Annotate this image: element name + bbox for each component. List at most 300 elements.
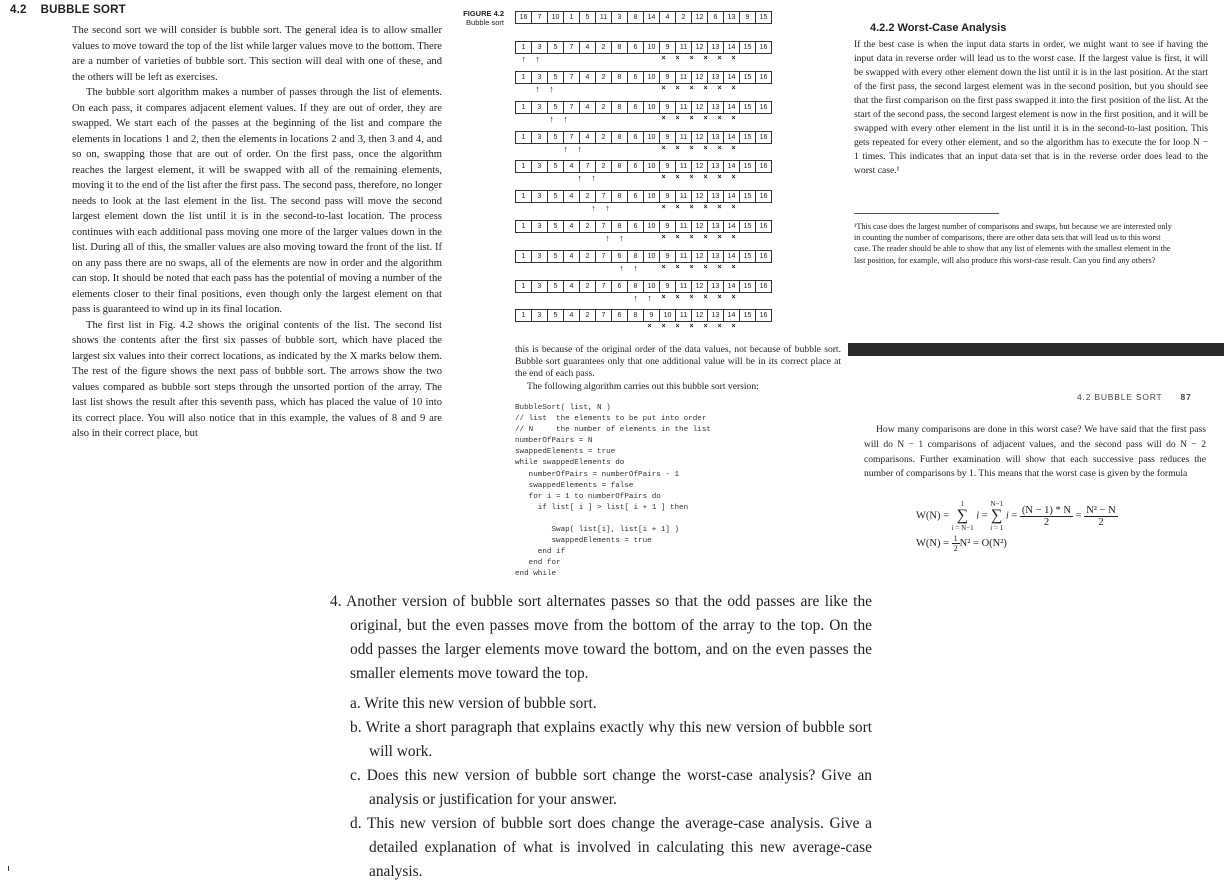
array-cell: 4: [659, 11, 676, 24]
row-markers: [515, 115, 815, 125]
array-row: [515, 250, 772, 263]
formula-line-1: [916, 500, 1118, 532]
sorted-x-mark: ×: [689, 85, 694, 92]
middle-paragraph: this is because of the original order of the data values, not because of bubble sort. Bubble sort guarantees only that one additional value will be in its correct place at the end of each pass.: [515, 344, 841, 380]
running-head-title: 4.2 BUBBLE SORT: [1077, 392, 1163, 402]
sorted-x-mark: ×: [717, 55, 722, 62]
exercise-question: 4. Another version of bubble sort alternates passes so that the odd passes are like the original, but the even passes move from the bottom of the array to the top. On the odd passes the larger elements move toward the bottom, and on the even passes the smaller elements move toward the top.: [330, 593, 872, 682]
array-cell: 1: [515, 71, 532, 84]
array-cell: 12: [691, 11, 708, 24]
sorted-x-mark: ×: [731, 174, 736, 181]
sorted-x-mark: ×: [675, 145, 680, 152]
array-cell: 16: [755, 41, 772, 54]
sorted-x-mark: ×: [661, 85, 666, 92]
array-cell: 8: [627, 309, 644, 322]
array-cell: 14: [723, 41, 740, 54]
formula-lhs: W(N) =: [916, 510, 950, 522]
sorted-x-mark: ×: [717, 204, 722, 211]
figure-label: [454, 9, 504, 27]
array-cell: 13: [707, 309, 724, 322]
sorted-x-mark: ×: [703, 234, 708, 241]
left-paragraph: The second sort we will consider is bubble sort. The general idea is to allow smaller values to move toward the top of the list while larger values move to the bottom. There are a number of varieties of bubble sort. This section will deal with one of these, and the others will be left as exercises.: [72, 25, 442, 83]
array-cell: 16: [755, 220, 772, 233]
array-cell: 1: [563, 11, 580, 24]
sorted-x-mark: ×: [675, 85, 680, 92]
array-cell: 6: [627, 41, 644, 54]
left-paragraph: The bubble sort algorithm makes a number of passes through the list of elements. On each pass, it compares adjacent element values. If they are out of order, they are swapped. We start each of the passes at the beginning of the list and compare the elements in locations 1 and 2, then the elements in locations 2 and 3, then 3 and 4, and so on, swapping those that are out of order. On the first pass, once the algorithm reaches the largest element, it will be swapped with all of the remaining elements, moving it to the end of the list after the first pass. The second pass, therefore, no longer needs to look at the last element in the list. The second pass will move the second largest element down the list until it is in the second-to-last location. The process continues with each additional pass moving one more of the larger values down in the list. During all of this, the smaller values are also moving toward the front of the list. If on any pass there are no swaps, all of the elements are now in order and the algorithm can stop. It should be noted that each pass has the potential of moving a number of the elements closer to their final positions, even though only the largest element on that pass is guaranteed to wind up in its final location.: [72, 87, 442, 315]
array-cell: 12: [691, 190, 708, 203]
comparison-arrow-icon: ↑: [563, 114, 568, 124]
array-row: [515, 11, 772, 24]
sorted-x-mark: ×: [703, 174, 708, 181]
comparison-count-text: [864, 423, 1206, 482]
section-heading: [10, 4, 126, 16]
array-cell: 1: [515, 160, 532, 173]
sorted-x-mark: ×: [731, 115, 736, 122]
sorted-x-mark: ×: [689, 204, 694, 211]
array-cell: 15: [739, 71, 756, 84]
sorted-x-mark: ×: [731, 85, 736, 92]
array-row: [515, 71, 772, 84]
array-cell: 16: [755, 131, 772, 144]
array-cell: 13: [707, 71, 724, 84]
array-cell: 5: [547, 309, 564, 322]
middle-text: [515, 344, 841, 393]
comparison-arrow-icon: ↑: [563, 144, 568, 154]
running-head: [1077, 392, 1192, 402]
sorted-x-mark: ×: [661, 234, 666, 241]
array-cell: 13: [707, 190, 724, 203]
row-markers: [515, 145, 815, 155]
comparison-arrow-icon: ↑: [577, 173, 582, 183]
sorted-x-mark: ×: [647, 323, 652, 330]
array-cell: 14: [723, 160, 740, 173]
array-cell: 2: [579, 309, 596, 322]
row-markers: [515, 264, 815, 274]
array-cell: 6: [627, 190, 644, 203]
array-cell: 8: [627, 280, 644, 293]
array-cell: 6: [627, 131, 644, 144]
array-cell: 12: [691, 41, 708, 54]
array-cell: 16: [515, 11, 532, 24]
sorted-x-mark: ×: [717, 294, 722, 301]
array-cell: 14: [643, 11, 660, 24]
array-cell: 10: [643, 101, 660, 114]
sorted-x-mark: ×: [675, 264, 680, 271]
array-cell: 11: [675, 71, 692, 84]
comparison-arrow-icon: ↑: [549, 114, 554, 124]
sorted-x-mark: ×: [717, 115, 722, 122]
array-cell: 10: [547, 11, 564, 24]
page-number: 87: [1180, 392, 1192, 402]
array-cell: 2: [595, 101, 612, 114]
right-paragraph: How many comparisons are done in this worst case? We have said that the first pass will do N − 1 comparisons of adjacent values, and the second pass will do N − 2 comparisons. Further examination will show that each successive pass reduces the number of comparisons by 1. This means that the worst case is given by the formula: [864, 424, 1206, 480]
array-cell: 14: [723, 309, 740, 322]
array-cell: 8: [611, 190, 628, 203]
array-cell: 5: [547, 160, 564, 173]
array-cell: 1: [515, 220, 532, 233]
array-cell: 7: [531, 11, 548, 24]
array-cell: 9: [659, 41, 676, 54]
array-cell: 2: [675, 11, 692, 24]
array-cell: 14: [723, 101, 740, 114]
sorted-x-mark: ×: [689, 174, 694, 181]
array-cell: 12: [691, 309, 708, 322]
sorted-x-mark: ×: [689, 294, 694, 301]
equals-sign: =: [1075, 510, 1082, 522]
left-paragraph: The first list in Fig. 4.2 shows the original contents of the list. The second list shows the contents after the first six passes of bubble sort, which have placed the largest six values into their correct locations, as indicated by the X marks below them. The rest of the figure shows the next pass of bubble sort. The arrows show the two values compared as bubble sort steps through the unsorted portion of the array. The last list shows the result after this seventh pass, which has placed the value of 10 into its correct place. You will also notice that in this example, the values of 8 and 9 are also in their correct place, but: [72, 319, 442, 439]
array-cell: 12: [691, 131, 708, 144]
array-cell: 1: [515, 250, 532, 263]
sorted-x-mark: ×: [703, 55, 708, 62]
array-row: [515, 131, 772, 144]
array-cell: 3: [531, 131, 548, 144]
sorted-x-mark: ×: [661, 323, 666, 330]
comparison-arrow-icon: ↑: [633, 263, 638, 273]
array-cell: 11: [675, 280, 692, 293]
array-cell: 8: [611, 131, 628, 144]
array-cell: 2: [579, 250, 596, 263]
array-cell: 15: [739, 220, 756, 233]
array-cell: 11: [675, 160, 692, 173]
comparison-arrow-icon: ↑: [605, 233, 610, 243]
array-cell: 10: [643, 280, 660, 293]
array-cell: 4: [563, 280, 580, 293]
array-cell: 6: [627, 101, 644, 114]
array-cell: 3: [531, 101, 548, 114]
array-cell: 3: [611, 11, 628, 24]
array-cell: 3: [531, 250, 548, 263]
sorted-x-mark: ×: [689, 234, 694, 241]
array-cell: 4: [563, 309, 580, 322]
array-cell: 2: [595, 160, 612, 173]
array-cell: 10: [643, 250, 660, 263]
array-cell: 1: [515, 190, 532, 203]
comparison-arrow-icon: ↑: [619, 263, 624, 273]
array-cell: 15: [739, 41, 756, 54]
sorted-x-mark: ×: [661, 264, 666, 271]
sorted-x-mark: ×: [731, 204, 736, 211]
array-cell: 15: [739, 309, 756, 322]
array-cell: 13: [707, 220, 724, 233]
array-cell: 15: [739, 131, 756, 144]
array-cell: 3: [531, 160, 548, 173]
array-cell: 12: [691, 250, 708, 263]
fraction-half: $\frac{1}{2}$: [953, 534, 958, 553]
array-cell: 11: [675, 101, 692, 114]
array-cell: 13: [723, 11, 740, 24]
array-cell: 9: [659, 101, 676, 114]
exercise-block: [330, 590, 872, 884]
sorted-x-mark: ×: [661, 145, 666, 152]
array-cell: 8: [627, 11, 644, 24]
equals-sign: =: [981, 510, 988, 522]
array-cell: 11: [675, 131, 692, 144]
row-markers: [515, 85, 815, 95]
array-cell: 10: [643, 220, 660, 233]
worst-case-paragraph: If the best case is when the input data starts in order, we might want to see if having the input data in reverse order will lead us to the worst case. If the largest value is first, it will be swapped with every other element down the list until it is in the last position. At the start of the first pass, the second largest element was in the second position, but you should see that the first comparison on the first pass swapped it into the first position of the list. At the start of the second pass, the second largest element is now in the first position, and it will be swapped with every other element in the list until it is in the second-to-last position. This gets repeated for every other element, and so the algorithm has to execute the for loop N − 1 times. This indicates that an input data set that is in the reverse order does lead to the worst case.¹: [854, 39, 1208, 176]
sorted-x-mark: ×: [731, 55, 736, 62]
array-cell: 8: [611, 160, 628, 173]
comparison-arrow-icon: ↑: [619, 233, 624, 243]
array-row: [515, 220, 772, 233]
array-cell: 8: [627, 250, 644, 263]
sorted-x-mark: ×: [675, 174, 680, 181]
array-cell: 6: [627, 220, 644, 233]
array-cell: 1: [515, 131, 532, 144]
sorted-x-mark: ×: [689, 55, 694, 62]
array-cell: 4: [563, 250, 580, 263]
exercise-subitems: [350, 692, 872, 884]
array-cell: 11: [675, 41, 692, 54]
array-cell: 14: [723, 250, 740, 263]
array-cell: 2: [579, 220, 596, 233]
sorted-x-mark: ×: [703, 145, 708, 152]
array-cell: 5: [547, 190, 564, 203]
sum-term: i: [1005, 510, 1009, 522]
array-cell: 13: [707, 101, 724, 114]
exercise-subitem: c. Does this new version of bubble sort change the worst-case analysis? Give an analysis or justification for your answer.: [350, 767, 872, 808]
array-cell: 12: [691, 160, 708, 173]
array-cell: 2: [595, 131, 612, 144]
sorted-x-mark: ×: [675, 294, 680, 301]
row-markers: [515, 234, 815, 244]
sorted-x-mark: ×: [661, 294, 666, 301]
array-cell: 7: [595, 190, 612, 203]
array-cell: 6: [611, 250, 628, 263]
sorted-x-mark: ×: [731, 145, 736, 152]
sorted-x-mark: ×: [731, 323, 736, 330]
array-cell: 10: [643, 41, 660, 54]
sorted-x-mark: ×: [661, 204, 666, 211]
array-cell: 3: [531, 280, 548, 293]
array-cell: 9: [643, 309, 660, 322]
array-cell: 10: [659, 309, 676, 322]
sorted-x-mark: ×: [661, 115, 666, 122]
array-cell: 8: [611, 220, 628, 233]
array-cell: 10: [643, 160, 660, 173]
array-cell: 15: [739, 160, 756, 173]
array-cell: 8: [611, 41, 628, 54]
array-cell: 9: [659, 71, 676, 84]
array-cell: 13: [707, 131, 724, 144]
comparison-arrow-icon: ↑: [577, 144, 582, 154]
array-cell: 5: [547, 41, 564, 54]
array-cell: 13: [707, 250, 724, 263]
sorted-x-mark: ×: [717, 264, 722, 271]
page-tick-mark: [8, 866, 9, 871]
array-cell: 6: [627, 160, 644, 173]
sum-term: i: [976, 510, 980, 522]
exercise-subitem: a. Write this new version of bubble sort.: [350, 695, 597, 712]
formula-lhs: W(N) =: [916, 537, 950, 549]
left-column-text: [72, 23, 442, 442]
array-cell: 5: [547, 131, 564, 144]
array-cell: 9: [659, 220, 676, 233]
row-markers: [515, 204, 815, 214]
array-cell: 3: [531, 309, 548, 322]
sorted-x-mark: ×: [661, 174, 666, 181]
sum-symbol: 1 ∑ i = N−1: [951, 500, 974, 532]
comparison-arrow-icon: ↑: [535, 84, 540, 94]
array-cell: 8: [611, 71, 628, 84]
array-cell: 6: [627, 71, 644, 84]
array-cell: 15: [739, 190, 756, 203]
array-cell: 7: [579, 160, 596, 173]
array-cell: 7: [563, 41, 580, 54]
array-cell: 10: [643, 71, 660, 84]
array-cell: 3: [531, 41, 548, 54]
array-cell: 14: [723, 71, 740, 84]
array-cell: 3: [531, 71, 548, 84]
array-cell: 2: [579, 190, 596, 203]
figure-caption: Bubble sort: [466, 18, 504, 27]
array-cell: 15: [739, 250, 756, 263]
row-markers: [515, 25, 815, 35]
sorted-x-mark: ×: [703, 264, 708, 271]
array-cell: 9: [659, 190, 676, 203]
array-cell: 11: [675, 250, 692, 263]
comparison-arrow-icon: ↑: [549, 84, 554, 94]
array-cell: 7: [595, 280, 612, 293]
sorted-x-mark: ×: [731, 294, 736, 301]
array-cell: 3: [531, 220, 548, 233]
array-cell: 10: [643, 190, 660, 203]
row-markers: [515, 323, 815, 333]
array-cell: 16: [755, 250, 772, 263]
array-cell: 13: [707, 41, 724, 54]
array-cell: 6: [707, 11, 724, 24]
pseudocode-block: BubbleSort( list, N ) // list the elements to be put into order // N the number of elements in the list numberOfPairs = N swappedElements = true while swappedElements do numberOfPairs = numberOfPairs - 1 swappedElements = false for i = 1 to numberOfPairs do if list[ i ] > list[ i + 1 ] then Swap( list[i], list[i + 1] ) swappedElements = true end if end for end while: [515, 404, 711, 579]
sorted-x-mark: ×: [689, 115, 694, 122]
array-cell: 12: [691, 280, 708, 293]
sorted-x-mark: ×: [731, 234, 736, 241]
array-cell: 7: [595, 250, 612, 263]
array-cell: 11: [675, 309, 692, 322]
array-cell: 4: [579, 101, 596, 114]
sum-symbol: N−1 ∑ i = 1: [990, 500, 1004, 532]
array-row: [515, 190, 772, 203]
array-cell: 4: [579, 41, 596, 54]
array-cell: 1: [515, 41, 532, 54]
exercise-subitem: d. This new version of bubble sort does change the average-case analysis. Give a detailed explanation of what is involved in calculating this new average-case analysis.: [350, 815, 872, 880]
section-number: 4.2: [10, 4, 27, 16]
sorted-x-mark: ×: [689, 323, 694, 330]
sorted-x-mark: ×: [703, 204, 708, 211]
comparison-arrow-icon: ↑: [591, 173, 596, 183]
array-cell: 7: [595, 309, 612, 322]
array-row: [515, 101, 772, 114]
sorted-x-mark: ×: [703, 294, 708, 301]
sorted-x-mark: ×: [717, 85, 722, 92]
array-cell: 11: [595, 11, 612, 24]
array-cell: 10: [643, 131, 660, 144]
sorted-x-mark: ×: [675, 234, 680, 241]
formula-tail: N² = O(N²): [959, 537, 1007, 549]
sorted-x-mark: ×: [717, 323, 722, 330]
sorted-x-mark: ×: [717, 234, 722, 241]
worst-case-heading: 4.2.2 Worst-Case Analysis: [870, 22, 1007, 34]
sorted-x-mark: ×: [689, 145, 694, 152]
sorted-x-mark: ×: [703, 85, 708, 92]
array-cell: 16: [755, 160, 772, 173]
array-cell: 14: [723, 131, 740, 144]
array-row: [515, 280, 772, 293]
middle-paragraph: The following algorithm carries out this bubble sort version:: [527, 380, 759, 392]
array-cell: 9: [659, 160, 676, 173]
array-cell: 4: [563, 220, 580, 233]
array-cell: 7: [563, 71, 580, 84]
array-cell: 1: [515, 101, 532, 114]
array-cell: 11: [675, 220, 692, 233]
comparison-arrow-icon: ↑: [535, 54, 540, 64]
footnote: ¹This case does the largest number of comparisons and swaps, but because we are interested only in counting the number of comparisons, there are other data sets that will lead us to this worst case. The reader should be able to show that any list of elements with the smallest element in the last position, for example, will also produce this worst-case result. Can you find any others?: [854, 222, 1172, 265]
array-row: [515, 309, 772, 322]
array-row: [515, 160, 772, 173]
array-cell: 7: [595, 220, 612, 233]
array-cell: 12: [691, 220, 708, 233]
exercise-subitem: b. Write a short paragraph that explains exactly why this new version of bubble sort will work.: [350, 719, 872, 760]
sorted-x-mark: ×: [675, 115, 680, 122]
figure-number: FIGURE 4.2: [463, 9, 504, 18]
array-cell: 8: [611, 101, 628, 114]
worst-case-formula: [916, 500, 1118, 553]
array-cell: 4: [563, 160, 580, 173]
array-cell: 3: [531, 190, 548, 203]
array-cell: 15: [739, 101, 756, 114]
array-cell: 16: [755, 101, 772, 114]
sorted-x-mark: ×: [717, 174, 722, 181]
array-cell: 7: [563, 101, 580, 114]
array-cell: 16: [755, 71, 772, 84]
sorted-x-mark: ×: [689, 264, 694, 271]
sorted-x-mark: ×: [717, 145, 722, 152]
array-cell: 13: [707, 280, 724, 293]
comparison-arrow-icon: ↑: [591, 203, 596, 213]
array-cell: 12: [691, 71, 708, 84]
array-cell: 5: [547, 250, 564, 263]
array-cell: 9: [659, 131, 676, 144]
array-cell: 9: [659, 280, 676, 293]
row-markers: [515, 294, 815, 304]
sorted-x-mark: ×: [675, 204, 680, 211]
array-cell: 11: [675, 190, 692, 203]
array-cell: 5: [579, 11, 596, 24]
array-cell: 14: [723, 220, 740, 233]
array-cell: 9: [659, 250, 676, 263]
array-cell: 4: [579, 71, 596, 84]
fraction: $\frac{\text{N² − N}}{2}$: [1086, 504, 1116, 528]
comparison-arrow-icon: ↑: [647, 293, 652, 303]
sorted-x-mark: ×: [731, 264, 736, 271]
array-cell: 2: [595, 41, 612, 54]
array-cell: 1: [515, 280, 532, 293]
array-cell: 15: [755, 11, 772, 24]
array-cell: 9: [739, 11, 756, 24]
array-cell: 5: [547, 220, 564, 233]
array-cell: 14: [723, 280, 740, 293]
sorted-x-mark: ×: [703, 115, 708, 122]
array-cell: 6: [611, 309, 628, 322]
comparison-arrow-icon: ↑: [633, 293, 638, 303]
page-edge-bar: [848, 343, 1224, 356]
comparison-arrow-icon: ↑: [521, 54, 526, 64]
array-cell: 15: [739, 280, 756, 293]
array-cell: 2: [595, 71, 612, 84]
sorted-x-mark: ×: [675, 323, 680, 330]
array-cell: 5: [547, 280, 564, 293]
array-cell: 16: [755, 309, 772, 322]
